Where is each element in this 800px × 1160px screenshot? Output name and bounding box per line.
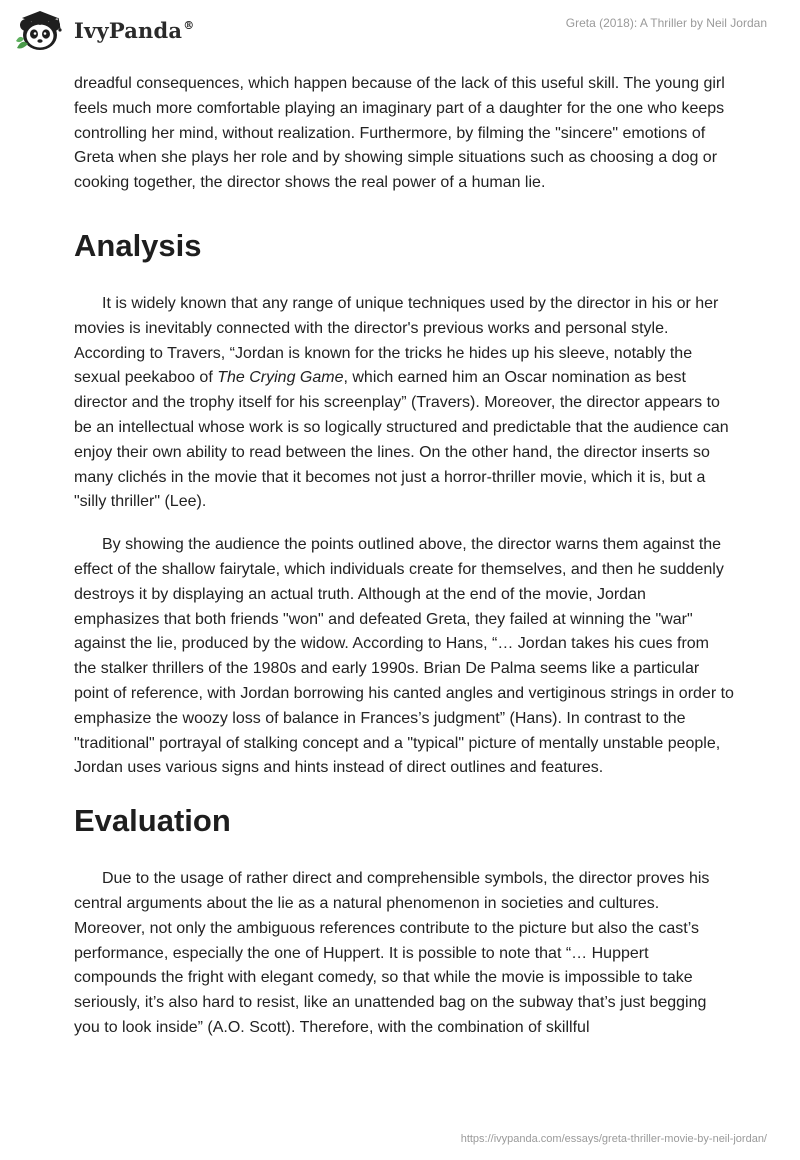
movie-title-crying-game: The Crying Game	[217, 369, 344, 387]
paragraph-analysis-2: By showing the audience the points outlined above, the director warns them against the effect of the shallow fairytale, which individuals create for themselves, and then he suddenly destroys it by displaying an actual truth. Although at the end of the movie, Jordan emphasizes that both friends "won" and defeated Greta, they failed at winning the "war" against the lie, produced by the widow. According to Hans, “… Jordan takes his cues from the stalker thrillers of the 1980s and early 1990s. Brian De Palma seems like a particular point of reference, with Jordan borrowing his canted angles and vertiginous strings in order to emphasize the woozy loss of balance in Frances’s judgment” (Hans). In contrast to the "traditional" portrayal of stalking concept and a "typical" picture of mentally unstable people, Jordan uses various signs and hints instead of direct outlines and features.	[74, 536, 734, 777]
brand-text: IvyPanda	[74, 18, 183, 43]
heading-evaluation: Evaluation	[74, 803, 231, 839]
brand-name[interactable]	[74, 18, 194, 43]
paragraph-analysis-1-text-b: , which earned him an Oscar nomination as best director and the trophy itself for his screenplay” (Travers). Moreover, the director appears to be an intellectual whose work is so logically structured and predictable that the audience can enjoy their own ability to read between the lines. On the other hand, the director inserts so many clichés in the movie that it becomes not just a horror-thriller movie, which it is, but a "silly thriller" (Lee).	[74, 369, 729, 511]
page-header	[0, 0, 800, 60]
ivypanda-logo-icon[interactable]	[14, 8, 66, 52]
source-url[interactable]: https://ivypanda.com/essays/greta-thriller-movie-by-neil-jordan/	[460, 1133, 767, 1145]
paragraph-intro-continued: dreadful consequences, which happen because of the lack of this useful skill. The young girl feels much more comfortable playing an imaginary part of a daughter for the one who keeps controlling her mind, without realization. Furthermore, by filming the "sincere" emotions of Greta when she plays her role and by showing simple situations such as choosing a dog or cooking together, the director shows the real power of a human lie.	[74, 75, 725, 192]
paragraph-analysis-1-text-a: It is widely known that any range of unique techniques used by the director in his or her movies is inevitably connected with the director's previous works and personal style. According to Travers, “Jordan is known for the tricks he hides up his sleeve, notably the sexual peekaboo of	[74, 294, 719, 387]
registered-mark: ®	[183, 19, 195, 32]
paragraph-evaluation-1: Due to the usage of rather direct and comprehensible symbols, the director proves his central arguments about the lie as a natural phenomenon in societies and cultures. Moreover, not only the ambiguous references contribute to the picture but also the cast’s performance, especially the one of Huppert. It is possible to note that “… Huppert compounds the fright with elegant comedy, so that while the movie is impossible to take seriously, it’s also hard to resist, like an unattended bag on the subway that’s just begging you to look inside” (A.O. Scott). Therefore, with the combination of skillful	[74, 870, 710, 1036]
paragraph-analysis-1	[74, 292, 734, 515]
document-title: Greta (2018): A Thriller by Neil Jordan	[565, 16, 767, 30]
heading-analysis: Analysis	[74, 227, 202, 263]
essay-body	[74, 72, 734, 1041]
